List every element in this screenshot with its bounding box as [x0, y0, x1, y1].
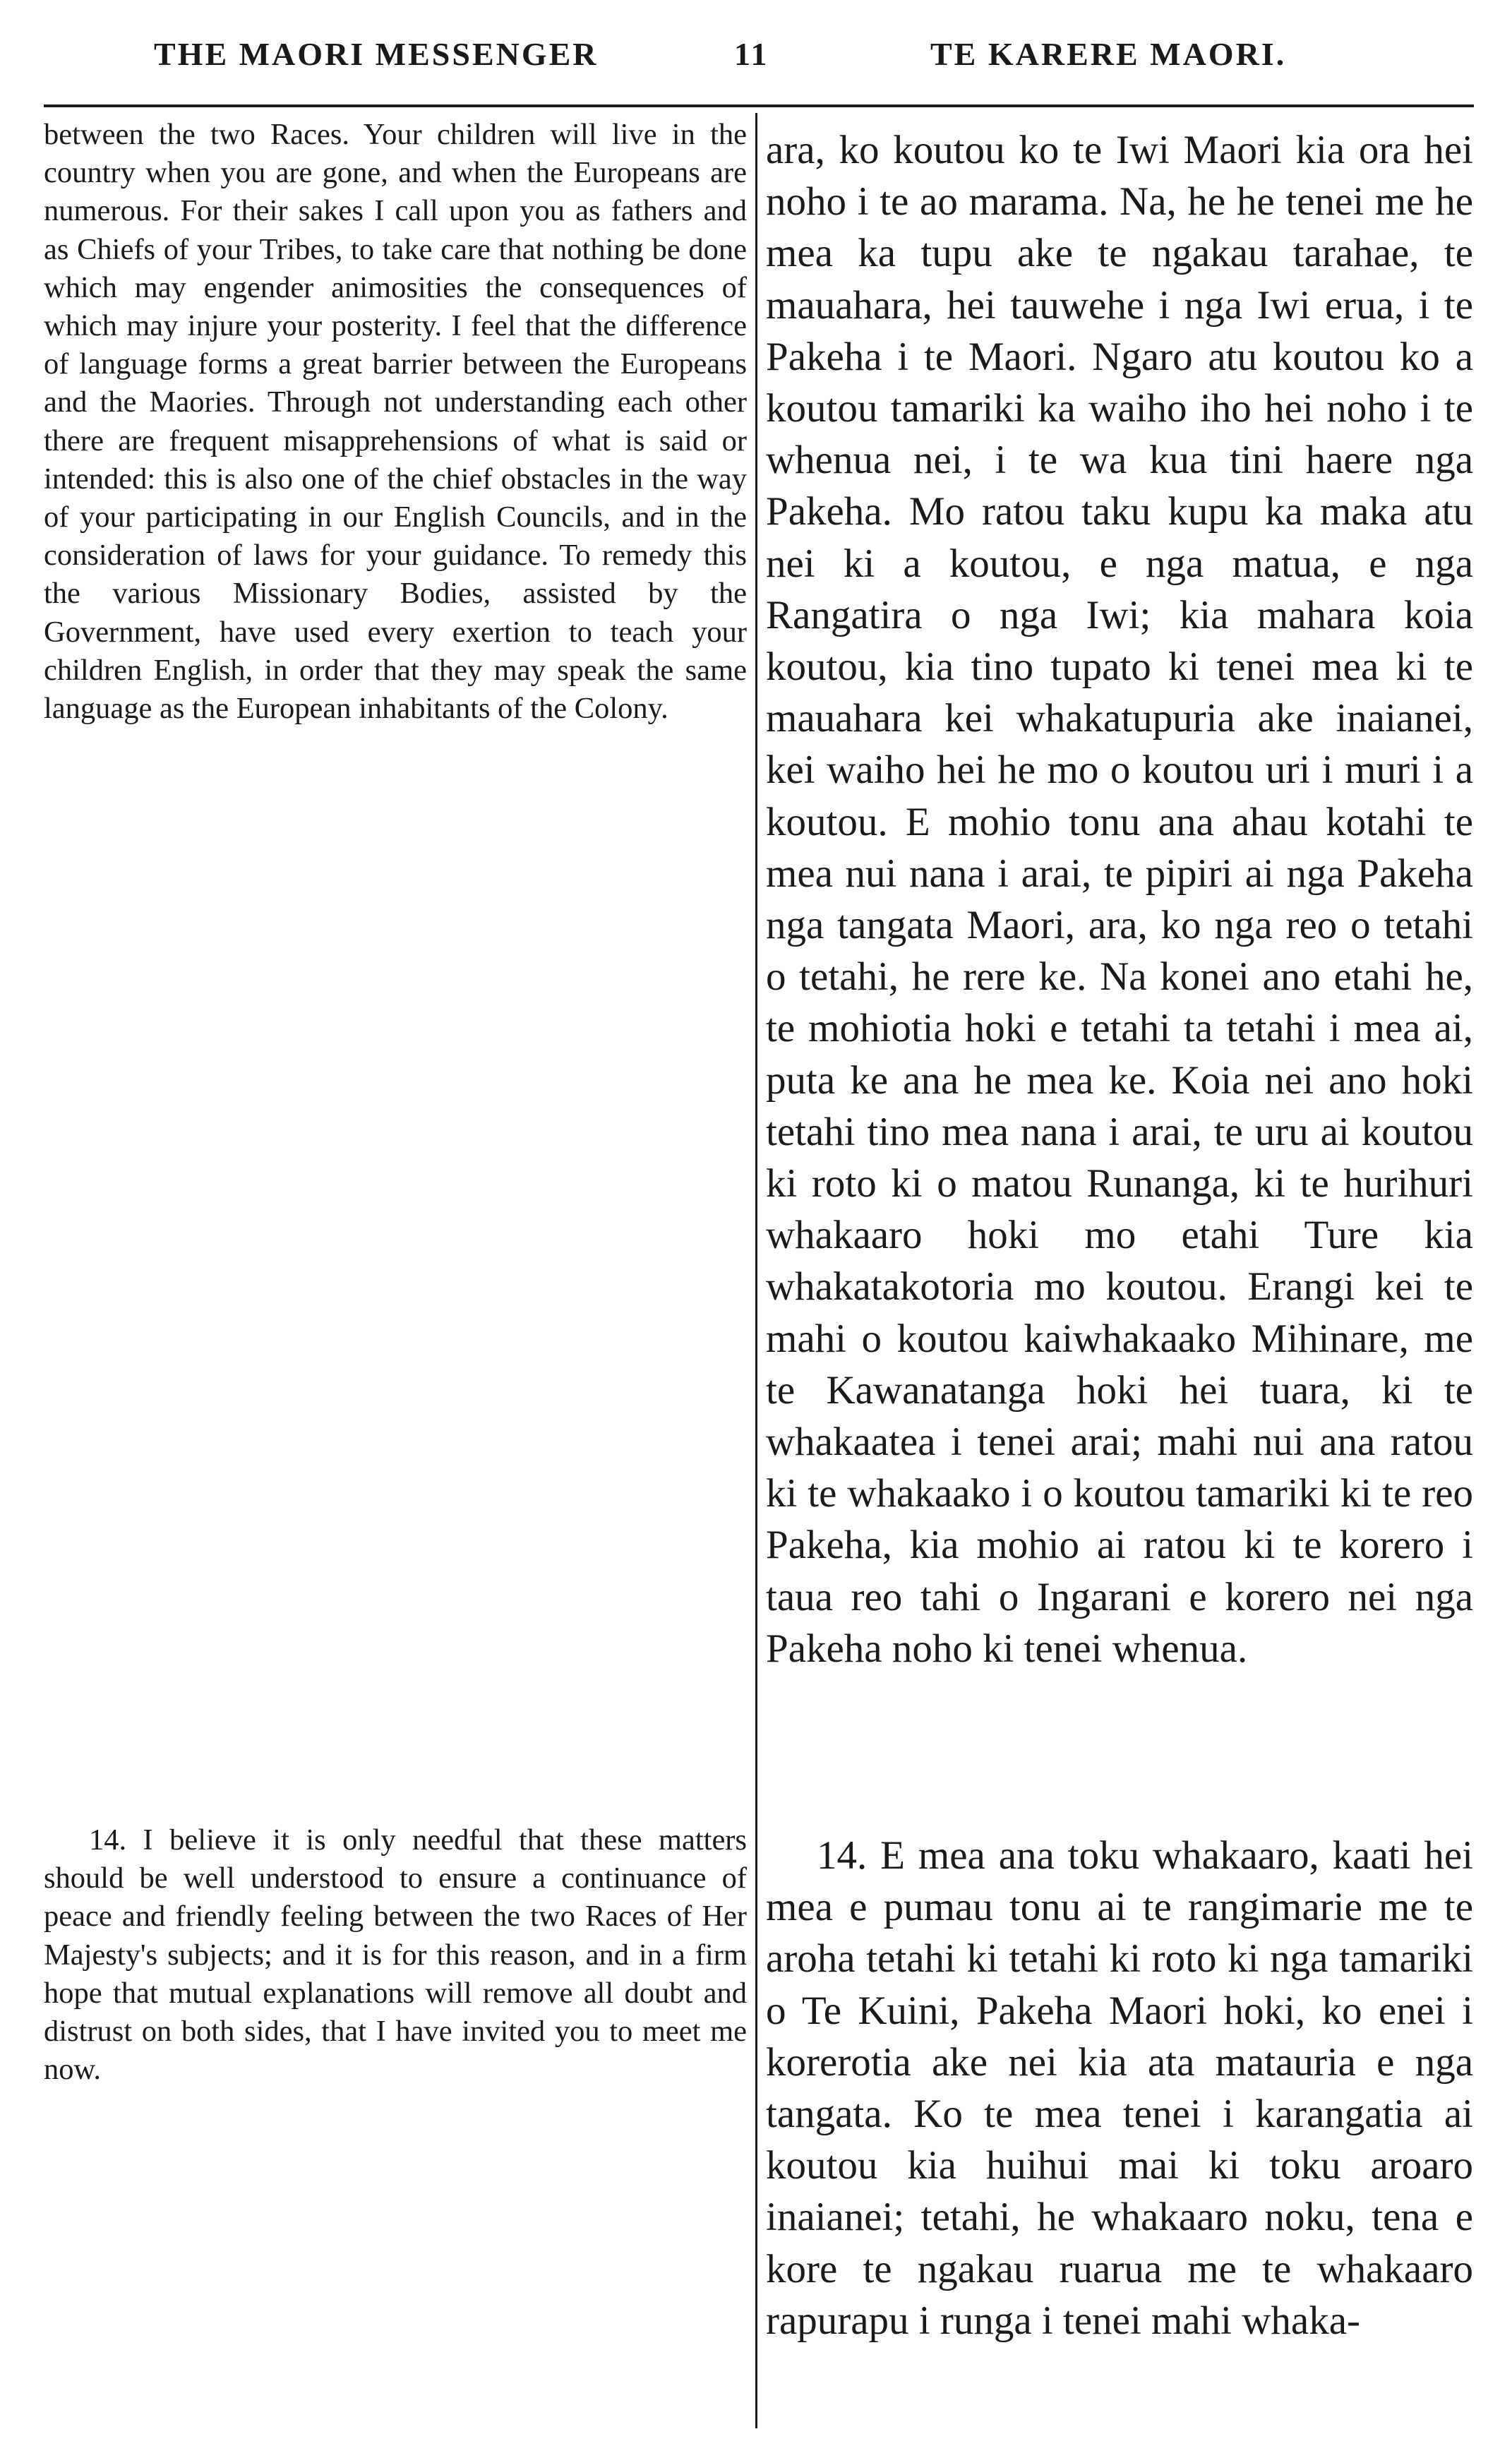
- page-number: 11: [734, 36, 769, 72]
- english-column-section-2: [44, 1821, 747, 2089]
- header-rule: [44, 104, 1474, 107]
- maori-paragraph-14: 14. E mea ana toku whakaaro, kaati hei mea e pumau tonu ai te rangimarie me te aroha tetahi ki tetahi ki roto ki nga tamariki o Te Kuini, Pakeha Maori hoki, ko enei i korerotia ake nei kia ata matauria e nga tangata. Ko te mea tenei i karangatia ai koutou kia huihui mai ki toku aroaro inaianei; tetahi, he whakaaro noku, tena e kore te ngakau ruarua me te whakaaro rapurapu i runga i tenei mahi whaka-: [766, 1833, 1473, 2343]
- english-column-section-1: [44, 116, 747, 728]
- maori-masthead-title: TE KARERE MAORI.: [930, 36, 1287, 72]
- english-paragraph-14: 14. I believe it is only needful that these matters should be well understood to ensure a continuance of peace and friendly feeling between the two Races of Her Majesty's subjects; and it is for this reason, and in a firm hope that mutual explanations will remove all doubt and distrust on both sides, that I have invited you to meet me now.: [44, 1823, 747, 2087]
- english-paragraph-13-continued: between the two Races. Your children will live in the country when you are gone, and when the Europeans are numerous. For their sakes I call upon you as fathers and as Chiefs of your Tribes, to take care that nothing be done which may engender animosities the consequences of which may injure your posterity. I feel that the difference of language forms a great barrier between the Europeans and the Maories. Through not understanding each other there are frequent misapprehensions of what is said or intended: this is also one of the chief obstacles in the way of your participating in our English Councils, and in the consideration of laws for your guidance. To remedy this the various Missionary Bodies, assisted by the Government, have used every exertion to teach your children English, in order that they may speak the same language as the European inhabitants of the Colony.: [44, 118, 747, 726]
- running-head: [0, 35, 1512, 85]
- english-masthead-title: THE MAORI MESSENGER: [154, 36, 599, 72]
- maori-paragraph-13-continued: ara, ko koutou ko te Iwi Maori kia ora hei noho i te ao marama. Na, he he tenei me he mea ka tupu ake te ngakau tarahae, te mauahara, hei tauwehe i nga Iwi erua, i te Pakeha i te Maori. Ngaro atu koutou ko a koutou tamariki ka waiho iho hei noho i te whenua nei, i te wa kua tini haere nga Pakeha. Mo ratou taku kupu ka maka atu nei ki a koutou, e nga matua, e nga Rangatira o nga Iwi; kia mahara koia koutou, kia tino tupato ki tenei mea ki te mauahara kei whakatupuria ake inaianei, kei waiho hei he mo o koutou uri i muri i a koutou. E mohio tonu ana ahau kotahi te mea nui nana i arai, te pipiri ai nga Pakeha nga tangata Maori, ara, ko nga reo o tetahi o tetahi, he rere ke. Na konei ano etahi he, te mohiotia hoki e tetahi ta tetahi i mea ai, puta ke ana he mea ke. Koia nei ano hoki tetahi tino mea nana i arai, te uru ai koutou ki roto ki o matou Runanga, ki te hurihuri whakaaro hoki mo etahi Ture kia whakatakotoria mo koutou. Erangi kei te mahi o koutou kaiwhakaako Mihinare, me te Kawanatanga hoki hei tuara, ki te whakaatea i tenei arai; mahi nui ana ratou ki te whakaako i o koutou tamariki ki te reo Pakeha, kia mohio ai ratou ki te korero i taua reo tahi o Ingarani e korero nei nga Pakeha noho ki tenei whenua.: [766, 128, 1473, 1671]
- column-divider: [755, 113, 757, 2428]
- maori-column-section-2: [766, 1830, 1473, 2346]
- maori-column-section-1: [766, 124, 1473, 1674]
